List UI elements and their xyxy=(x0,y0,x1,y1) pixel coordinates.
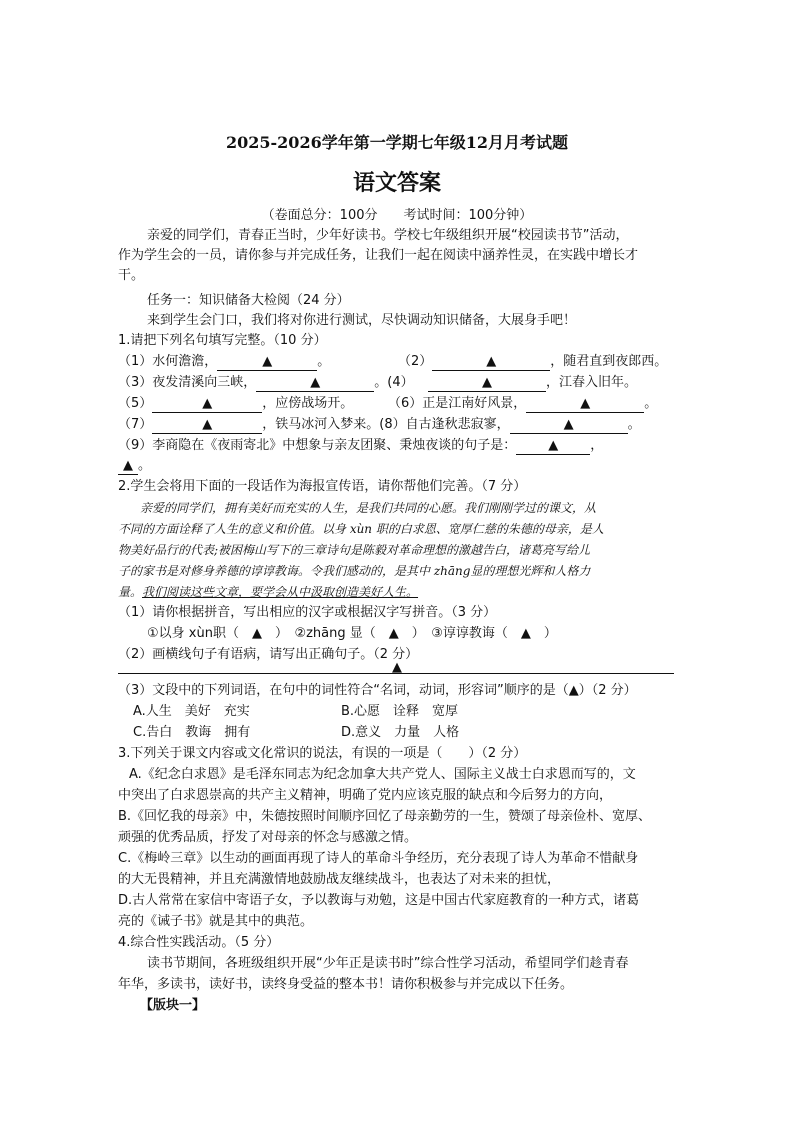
q1-row-3a xyxy=(118,394,353,414)
answer-blank[interactable]: ▲ xyxy=(152,417,262,434)
q2-passage-line: 亲爱的同学们，拥有美好而充实的人生，是我们共同的心愿。我们刚刚学过的课文，从 xyxy=(140,501,597,515)
q1-row-6 xyxy=(118,456,151,476)
q3-line: 中突出了白求恩崇高的共产主义精神，明确了党内应该克服的缺点和今后努力的方向， xyxy=(118,788,613,803)
q1-text: 。 xyxy=(138,458,152,473)
q4-line: 读书节期间，各班级组织开展“少年正是读书时”综合性学习活动，希望同学们趁青春 xyxy=(147,956,629,971)
q1-text: （2） xyxy=(398,354,433,369)
q3-line: A.《纪念白求恩》是毛泽东同志为纪念加拿大共产党人、国际主义战士白求恩而写的，文 xyxy=(129,767,636,782)
q3-line: D.古人常常在家信中寄语子女，予以教诲与劝勉，这是中国古代家庭教育的一种方式，诸葛 xyxy=(118,893,640,908)
exam-title: 2025-2026学年第一学期七年级12月月考试题 xyxy=(226,133,568,152)
q3-line: 顽强的优秀品质，抒发了对母亲的怀念与感激之情。 xyxy=(118,830,418,845)
answer-blank[interactable]: ▲ xyxy=(432,354,550,371)
q2-passage-line: 物美好品行的代表;被困梅山写下的三章诗句是陈毅对革命理想的激越告白，诸葛亮写给儿 xyxy=(118,543,591,557)
q1-text: （3）夜发清溪向三峡， xyxy=(118,375,257,390)
q1-text: ，江春入旧年。 xyxy=(546,375,638,390)
answer-blank[interactable]: ▲ xyxy=(526,396,644,413)
answer-line[interactable] xyxy=(118,673,674,674)
q2-sub2: （2）画横线句子有语病，请写出正确句子。（2 分） xyxy=(118,647,419,662)
q1-row-2a xyxy=(118,373,414,393)
q1-text: ，随君直到夜郎西。 xyxy=(550,354,668,369)
q1-text: （7） xyxy=(118,417,153,432)
answer-blank[interactable]: ▲ xyxy=(118,458,138,475)
q1-row-5 xyxy=(118,436,603,456)
q1-text: 。(4） xyxy=(374,375,414,390)
q2-option-d: D.意义 力量 人格 xyxy=(341,725,460,740)
underlined-sentence: 我们阅读这些文章，要学会从中汲取创造美好人生。 xyxy=(142,585,419,599)
q2-sub3: （3）文段中的下列词语，在句中的词性符合“名词，动词，形容词”顺序的是（▲）（2 分） xyxy=(118,683,637,698)
q1-text: 。 xyxy=(644,396,658,411)
q2-stem: 2.学生会将用下面的一段话作为海报宣传语，请你帮他们完善。（7 分） xyxy=(118,479,527,494)
answer-blank[interactable]: ▲ xyxy=(510,417,628,434)
q3-line: 的大无畏精神，并且充满激情地鼓励战友继续战斗，也表达了对未来的担忧， xyxy=(118,872,561,887)
q4-line: 年华，多读书，读好书，读终身受益的整本书！请你积极参与并完成以下任务。 xyxy=(118,977,574,992)
answer-blank[interactable]: ▲ xyxy=(428,375,546,392)
q1-text: ，铁马冰河入梦来。(8）自古逢秋悲寂寥， xyxy=(262,417,510,432)
exam-subtitle: 语文答案 xyxy=(352,170,441,196)
task1-title: 任务一：知识储备大检阅（24 分） xyxy=(147,293,350,308)
q1-text: （9）李商隐在《夜雨寄北》中想象与亲友团聚、秉烛夜谈的句子是： xyxy=(118,438,517,453)
q3-line: B.《回忆我的母亲》中，朱德按照时间顺序回忆了母亲勤劳的一生，赞颂了母亲俭朴、宽厚、 xyxy=(118,809,652,824)
q4-block-heading: 【版块一】 xyxy=(140,998,206,1013)
q2-option-a: A.人生 美好 充实 xyxy=(133,704,250,719)
q2-sub1-items: ①以身 xùn职（ ▲ ） ②zhāng 显（ ▲ ） ③谆谆教诲（ ▲ ） xyxy=(147,626,557,641)
q2-sub2-mark: ▲ xyxy=(392,660,402,675)
q1-row-2b xyxy=(428,373,637,393)
q1-row-1a xyxy=(118,352,330,372)
q2-passage-line: 不同的方面诠释了人生的意义和价值。以身 xùn 职的白求恩、宽厚仁慈的朱德的母亲，是人 xyxy=(118,522,604,536)
intro-line: 干。 xyxy=(118,268,145,283)
q1-stem: 1.请把下列名句填写完整。（10 分） xyxy=(118,333,327,348)
exam-meta: （卷面总分：100分 考试时间：100分钟） xyxy=(261,208,533,223)
q2-option-c: C.告白 教诲 拥有 xyxy=(133,725,251,740)
q3-stem: 3.下列关于课文内容或文化常识的说法，有误的一项是（ ）（2 分） xyxy=(118,746,527,761)
intro-line: 亲爱的同学们，青春正当时，少年好读书。学校七年级组织开展“校园读书节”活动， xyxy=(147,228,629,243)
q1-text: （1）水何澹澹， xyxy=(118,354,218,369)
q2-passage-last xyxy=(118,582,418,602)
q4-stem: 4.综合性实践活动。（5 分） xyxy=(118,935,280,950)
q1-text: 。 xyxy=(317,354,331,369)
answer-blank[interactable]: ▲ xyxy=(152,396,262,413)
q2-option-b: B.心愿 诠释 宽厚 xyxy=(341,704,459,719)
q1-row-1b xyxy=(398,352,667,372)
answer-blank[interactable]: ▲ xyxy=(256,375,374,392)
q1-text: 。 xyxy=(627,417,641,432)
q3-line: 亮的《诫子书》就是其中的典范。 xyxy=(118,914,314,929)
answer-blank[interactable]: ▲ xyxy=(217,354,317,371)
task1-desc: 来到学生会门口，我们将对你进行测试，尽快调动知识储备，大展身手吧！ xyxy=(147,313,577,328)
passage-text: 量。 xyxy=(118,585,143,599)
q2-passage-line: 子的家书是对修身养德的谆谆教诲。令我们感动的，是其中 zhāng显的理想光辉和人格力 xyxy=(118,564,591,578)
q1-text: （6）正是江南好风景， xyxy=(388,396,527,411)
answer-blank[interactable]: ▲ xyxy=(516,438,590,455)
q3-line: C.《梅岭三章》以生动的画面再现了诗人的革命斗争经历，充分表现了诗人为革命不惜献身 xyxy=(118,851,639,866)
q1-text: ， xyxy=(590,438,604,453)
q1-text: （5） xyxy=(118,396,153,411)
q2-sub1: （1）请你根据拼音，写出相应的汉字或根据汉字写拼音。（3 分） xyxy=(118,605,497,620)
intro-line: 作为学生会的一员，请你参与并完成任务，让我们一起在阅读中涵养性灵，在实践中增长才 xyxy=(118,248,639,263)
q1-row-4 xyxy=(118,415,641,435)
q1-text: ，应傍战场开。 xyxy=(262,396,354,411)
q1-row-3b xyxy=(388,394,657,414)
